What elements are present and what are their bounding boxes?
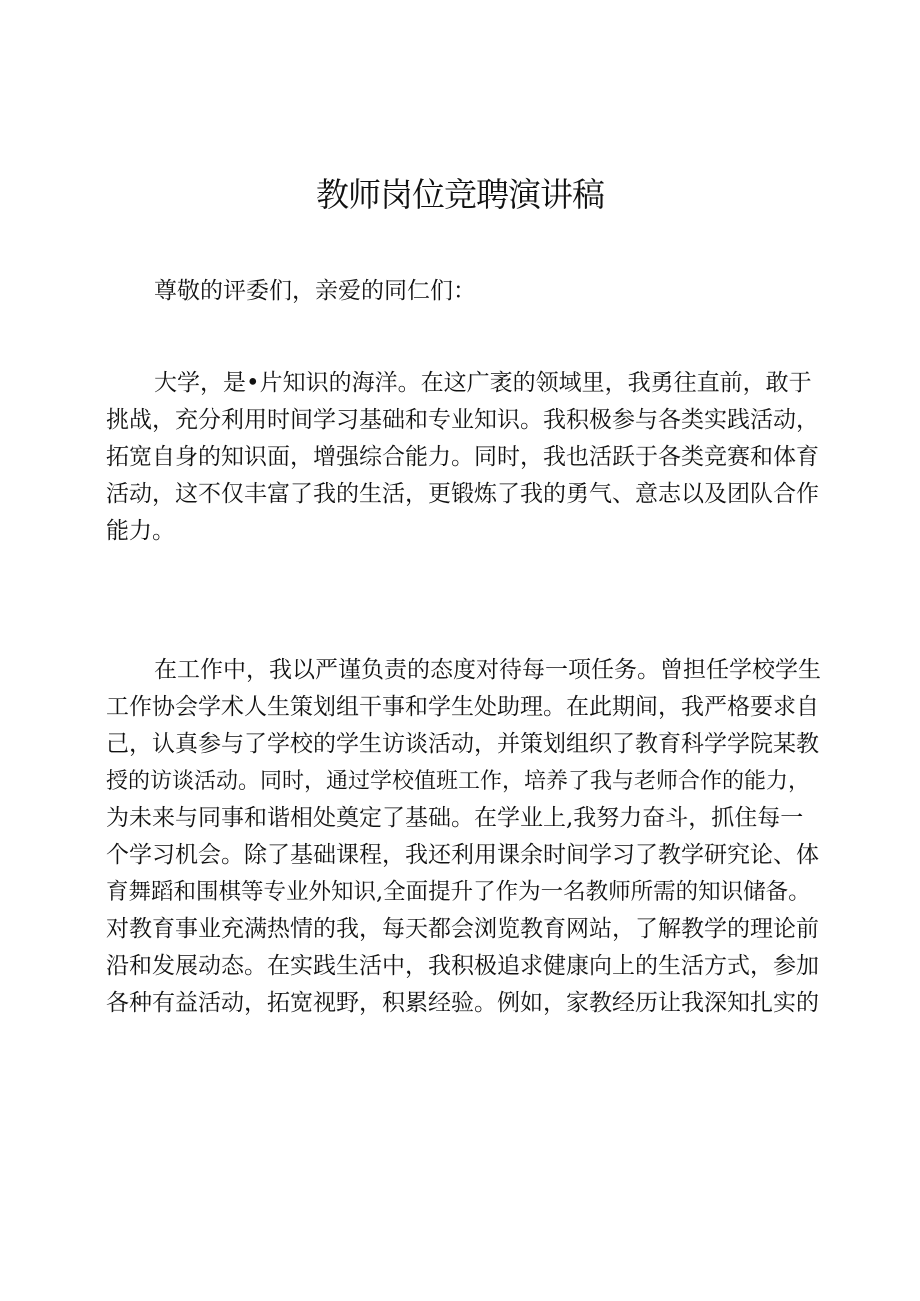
paragraph-line: 工作协会学术人生策划组干事和学生处助理。在此期间，我严格要求自: [106, 694, 819, 720]
paragraph-line: 己，认真参与了学校的学生访谈活动，并策划组织了教育科学学院某教: [106, 731, 819, 757]
salutation: [106, 273, 822, 310]
paragraph-line: 授的访谈活动。同时，通过学校值班工作，培养了我与老师合作的能力，: [106, 769, 811, 794]
paragraph-line: 沿和发展动态。在实践生活中，我积极追求健康向上的生活方式，参加: [106, 953, 819, 979]
paragraph-line: 大学，是•片知识的海洋。在这广袤的领域里，我勇往直前，敢于: [154, 370, 812, 396]
paragraph-line: 育舞蹈和围棋等专业外知识,全面提升了作为一名教师所需的知识储备。: [106, 879, 811, 905]
paragraph-line: 活动，这不仅丰富了我的生活，更锻炼了我的勇气、意志以及团队合作: [106, 481, 819, 507]
paragraph-line: 在工作中，我以严谨负责的态度对待每一项任务。曾担任学校学生: [154, 657, 821, 683]
paragraph-line: 挑战，充分利用时间学习基础和专业知识。我积极参与各类实践活动，: [106, 407, 819, 433]
paragraph-work: [106, 652, 822, 1022]
document-title: 教师岗位竞聘演讲稿: [316, 175, 604, 214]
paragraph-line: 各种有益活动，拓宽视野，积累经验。例如，家教经历让我深知扎实的: [106, 990, 819, 1016]
paragraph-line: 个学习机会。除了基础课程，我还利用课余时间学习了教学研究论、体: [106, 842, 819, 868]
paragraph-line: 对教育事业充满热情的我，每天都会浏览教育网站，了解教学的理论前: [106, 916, 819, 942]
paragraph-line: 拓宽自身的知识面，增强综合能力。同时，我也活跃于各类竞赛和体育: [106, 444, 819, 470]
paragraph-line: 为未来与同事和谐相处奠定了基础。在学业上,我努力奋斗，抓住每一: [106, 805, 804, 831]
paragraph-university: [106, 365, 822, 550]
paragraph-line: 能力。: [106, 518, 175, 544]
salutation-line: 尊敬的评委们，亲爱的同仁们：: [154, 278, 476, 304]
